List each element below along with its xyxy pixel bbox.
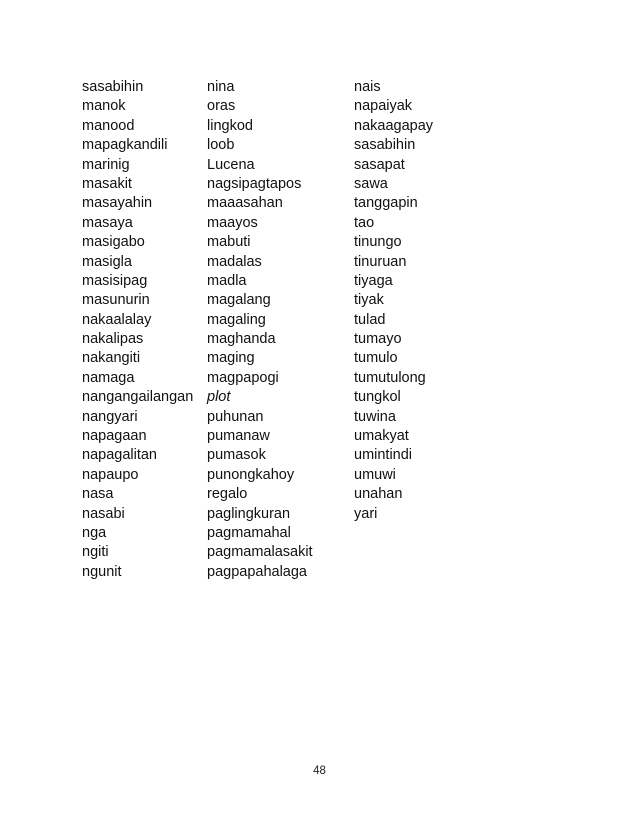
word-list-item: nakaalalay: [82, 311, 152, 328]
word-list-item: napaiyak: [354, 98, 413, 115]
word-list-item: sasabihin: [354, 137, 416, 154]
word-list-item: regalo: [207, 486, 248, 503]
word-list-item: masaya: [82, 214, 133, 231]
word-list-item: tuwina: [354, 408, 396, 425]
word-list-item: tumayo: [354, 331, 402, 348]
word-list-item: paglingkuran: [207, 505, 291, 522]
word-list-item: magpapogi: [207, 369, 279, 386]
word-list-item: nina: [207, 79, 235, 95]
word-list-item: pumasok: [207, 447, 266, 464]
word-list-item: manok: [82, 98, 126, 115]
word-list-item: tinungo: [354, 234, 402, 251]
word-list-item: tiyaga: [354, 272, 393, 289]
word-list-item: manood: [82, 117, 135, 134]
word-list-item: oras: [207, 98, 236, 115]
word-list-item: unahan: [354, 486, 403, 503]
word-list-item: tanggapin: [354, 195, 418, 212]
word-list-item: pagmamalasakit: [207, 544, 313, 561]
word-list-item: mabuti: [207, 234, 251, 251]
word-list-item: tungkol: [354, 389, 401, 406]
word-list-item: ngiti: [82, 544, 109, 561]
word-list-item: punongkahoy: [207, 466, 295, 483]
word-list-item: sasabihin: [82, 79, 144, 95]
word-list-item: nangangailangan: [82, 389, 194, 406]
word-list-item: ngunit: [82, 563, 122, 580]
word-list-item: namaga: [82, 369, 135, 386]
word-list-item: nga: [82, 524, 107, 541]
word-list-item: masakit: [82, 175, 132, 192]
word-list-item: maging: [207, 350, 255, 367]
word-column-2: [207, 78, 313, 582]
word-list-item: pagmamahal: [207, 524, 291, 541]
word-list-item: maaasahan: [207, 195, 283, 212]
word-list-item: nakalipas: [82, 331, 144, 348]
word-list-item: madalas: [207, 253, 262, 270]
word-list-item: maghanda: [207, 331, 276, 348]
word-list-item: lingkod: [207, 117, 253, 134]
word-list-item: mapagkandili: [82, 137, 168, 154]
word-list-item: masisipag: [82, 272, 148, 289]
page-number: 48: [313, 765, 326, 777]
word-list-item: plot: [207, 389, 231, 406]
word-list-item: masunurin: [82, 292, 150, 309]
word-list-item: tulad: [354, 311, 386, 328]
word-list-item: puhunan: [207, 408, 264, 425]
word-list-item: napagaan: [82, 428, 147, 445]
word-list-item: sawa: [354, 175, 388, 192]
word-list-item: umakyat: [354, 428, 409, 445]
word-list-item: umintindi: [354, 447, 413, 464]
word-list-item: nasa: [82, 486, 114, 503]
word-list-item: loob: [207, 137, 235, 154]
word-list-item: nagsipagtapos: [207, 175, 302, 192]
word-list-item: masigla: [82, 253, 132, 270]
word-list-item: marinig: [82, 156, 130, 173]
word-list-item: tumutulong: [354, 369, 426, 386]
word-list-item: napaupo: [82, 466, 139, 483]
word-list-item: nakangiti: [82, 350, 141, 367]
word-list-item: tao: [354, 214, 375, 231]
word-list-item: nasabi: [82, 505, 125, 522]
word-list-item: tumulo: [354, 350, 398, 367]
word-list-item: magalang: [207, 292, 271, 309]
word-list-item: pagpapahalaga: [207, 563, 307, 580]
word-list-item: madla: [207, 272, 247, 289]
word-list-item: yari: [354, 505, 378, 522]
word-list-item: tiyak: [354, 292, 384, 309]
word-column-1: [82, 78, 193, 582]
word-list-item: nakaagapay: [354, 117, 434, 134]
word-list-item: masayahin: [82, 195, 153, 212]
word-list-item: nais: [354, 79, 381, 95]
word-list-item: sasapat: [354, 156, 405, 173]
word-list-item: tinuruan: [354, 253, 407, 270]
word-list-item: napagalitan: [82, 447, 157, 464]
word-list-item: maayos: [207, 214, 258, 231]
word-list-item: pumanaw: [207, 428, 270, 445]
word-list-item: umuwi: [354, 466, 396, 483]
word-column-3: [354, 78, 433, 524]
word-list-item: Lucena: [207, 156, 255, 173]
word-list-item: masigabo: [82, 234, 145, 251]
word-list-item: nangyari: [82, 408, 138, 425]
word-list-item: magaling: [207, 311, 266, 328]
